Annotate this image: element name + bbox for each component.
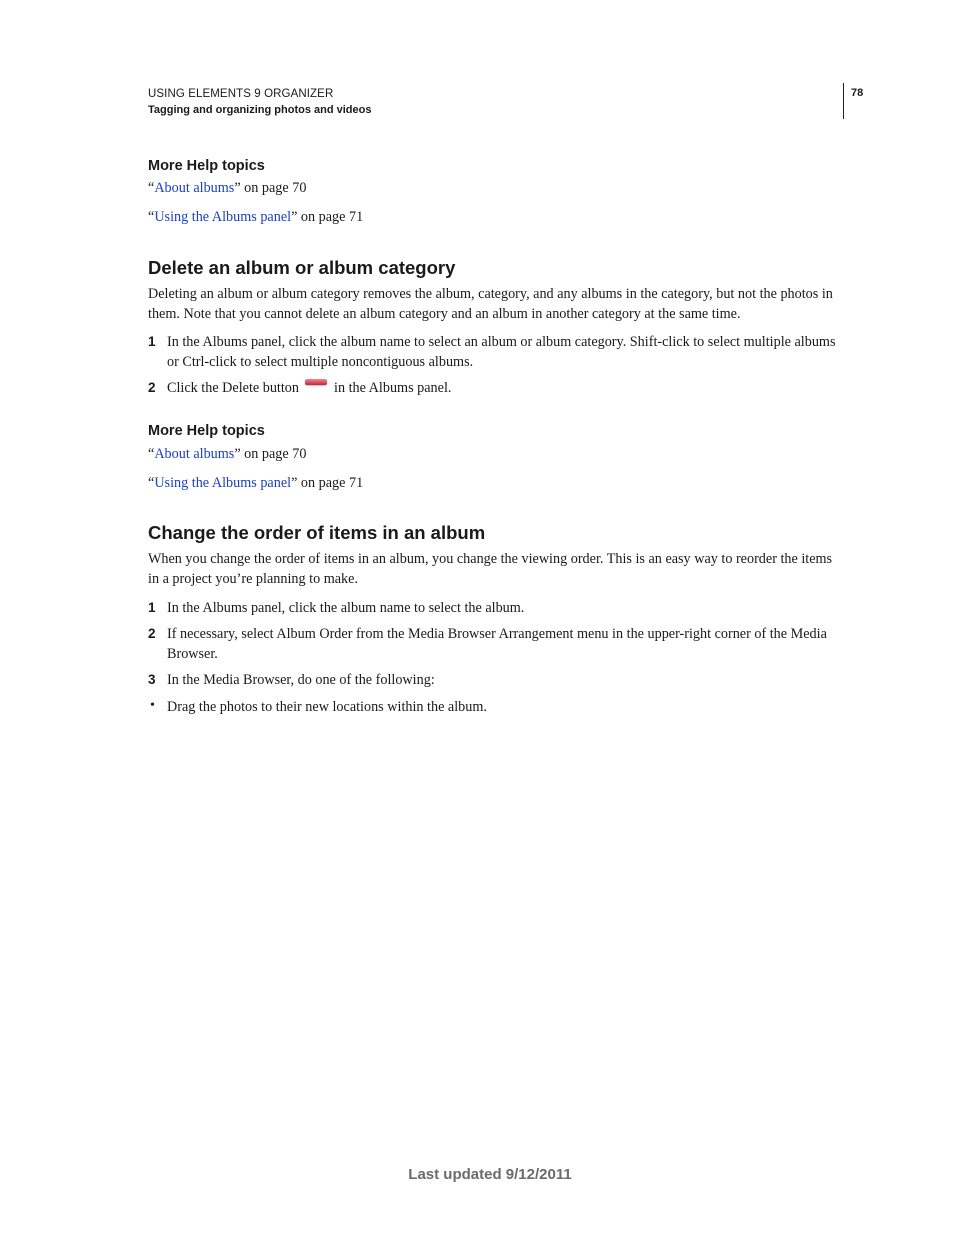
bullet-text: Drag the photos to their new locations within the album. [167, 699, 487, 715]
link-about-albums[interactable]: About albums [154, 180, 235, 196]
step-number: 1 [148, 600, 156, 615]
page-reference: ” on page 71 [291, 475, 364, 491]
step-text-before: Click the Delete button [167, 380, 299, 396]
help-link-line [148, 446, 306, 463]
delete-minus-icon [305, 379, 327, 385]
step-text: In the Albums panel, click the album name to select the album. [167, 600, 525, 616]
section-intro: When you change the order of items in an album, you change the viewing order. This is an easy way to reorder the items in a project you’re planning to make. [148, 551, 833, 587]
page-reference: ” on page 71 [291, 209, 364, 225]
step-number: 3 [148, 672, 156, 687]
link-about-albums[interactable]: About albums [154, 446, 235, 462]
page-number: 78 [851, 87, 864, 99]
step-number: 2 [148, 380, 156, 395]
open-quote: “ [148, 475, 155, 491]
bullet-mark: • [150, 698, 155, 713]
running-header-title: USING ELEMENTS 9 ORGANIZER [148, 88, 334, 100]
more-help-heading: More Help topics [148, 158, 265, 174]
help-link-line [148, 475, 363, 492]
open-quote: “ [148, 180, 155, 196]
link-using-albums-panel[interactable]: Using the Albums panel [154, 209, 292, 225]
open-quote: “ [148, 446, 155, 462]
page-reference: ” on page 70 [234, 446, 307, 462]
section-heading-change-order: Change the order of items in an album [148, 522, 486, 543]
header-divider [843, 83, 844, 119]
step-text-after: in the Albums panel. [334, 380, 452, 396]
running-header-subtitle: Tagging and organizing photos and videos [148, 104, 372, 116]
more-help-heading: More Help topics [148, 423, 265, 439]
section-heading-delete-album: Delete an album or album category [148, 257, 456, 278]
step-number: 1 [148, 334, 156, 349]
section-intro: Deleting an album or album category removes the album, category, and any albums in the category, but not the photos in them. Note that you cannot delete an album category and an album in another category at the same time. [148, 286, 833, 322]
step-text: In the Media Browser, do one of the following: [167, 672, 435, 688]
open-quote: “ [148, 209, 155, 225]
step-text: If necessary, select Album Order from the Media Browser Arrangement menu in the upper-right corner of the Media Browser. [167, 626, 827, 662]
page-reference: ” on page 70 [234, 180, 307, 196]
link-using-albums-panel[interactable]: Using the Albums panel [154, 475, 292, 491]
step-text: In the Albums panel, click the album name to select an album or album category. Shift-click to select multiple albums or Ctrl-click to select multiple noncontiguous albums. [167, 334, 836, 370]
help-link-line [148, 209, 363, 226]
last-updated-footer: Last updated 9/12/2011 [408, 1166, 572, 1183]
help-link-line [148, 180, 306, 197]
step-number: 2 [148, 626, 156, 641]
step-text [167, 378, 843, 398]
